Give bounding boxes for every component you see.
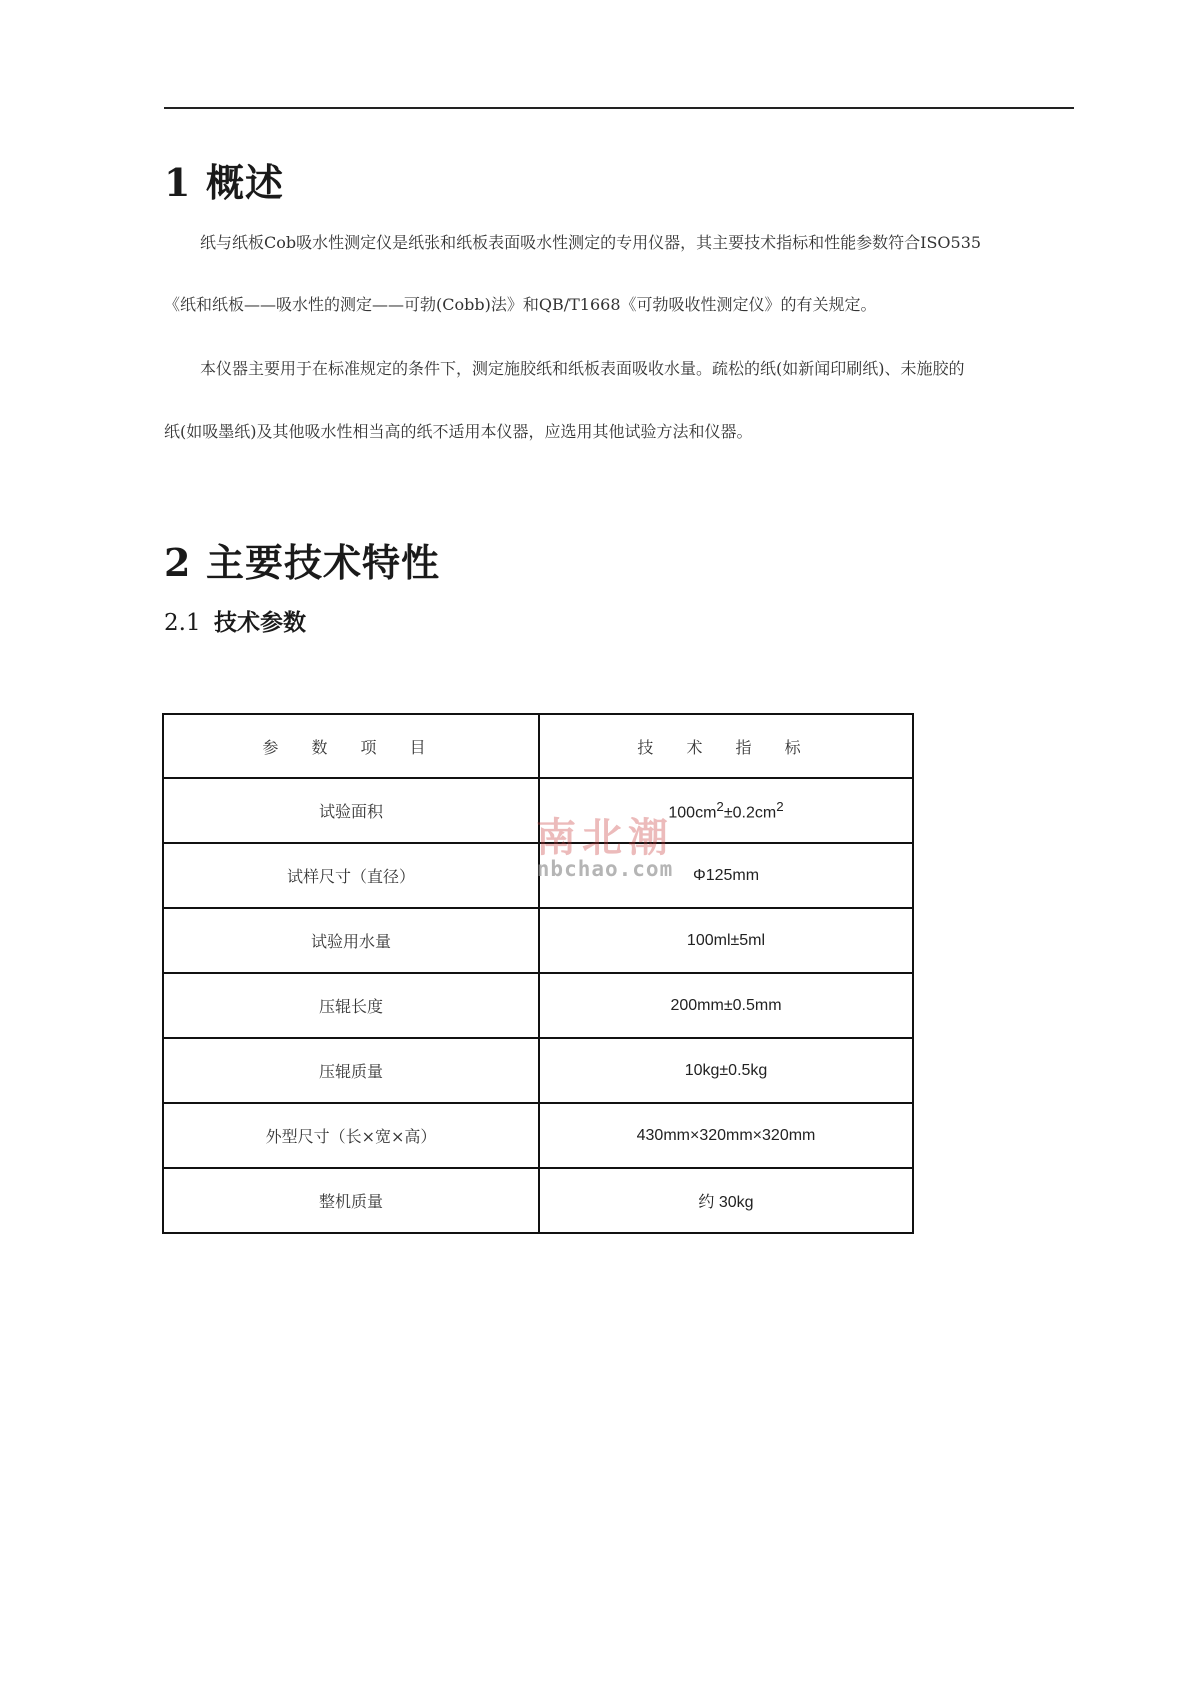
param-cell: 试样尺寸（直径） xyxy=(163,843,539,908)
param-cell: 试验用水量 xyxy=(163,908,539,973)
section-1-paragraph-2-line-2: 纸(如吸墨纸)及其他吸水性相当高的纸不适用本仪器，应选用其他试验方法和仪器。 xyxy=(164,422,753,441)
value-cell: 100ml±5ml xyxy=(539,908,913,973)
value-superscript: 2 xyxy=(716,798,724,814)
section-1-title: 概述 xyxy=(206,160,285,205)
table-row xyxy=(163,1038,913,1103)
technical-parameters-table xyxy=(162,713,914,1234)
value-tolerance: ±0.2cm xyxy=(723,804,777,822)
section-1-heading xyxy=(164,152,284,207)
header-value: 技 术 指 标 xyxy=(539,714,913,778)
table-row xyxy=(163,1168,913,1233)
param-cell: 压辊质量 xyxy=(163,1038,539,1103)
table-row xyxy=(163,778,913,843)
section-2-heading xyxy=(164,532,440,587)
param-cell: 压辊长度 xyxy=(163,973,539,1038)
value-cell: 10kg±0.5kg xyxy=(539,1038,913,1103)
value-cell: 430mm×320mm×320mm xyxy=(539,1103,913,1168)
watermark-chinese: 南北潮 xyxy=(536,814,674,861)
table-row xyxy=(163,908,913,973)
section-1-paragraph-1-line-2: 《纸和纸板——吸水性的测定——可勃(Cobb)法》和QB/T1668《可勃吸收性测定仪》的有关规定。 xyxy=(164,295,877,314)
value-cell: Φ125mm xyxy=(539,843,913,908)
subsection-2-1-heading xyxy=(164,604,306,637)
value-superscript: 2 xyxy=(776,798,784,814)
section-2-title: 主要技术特性 xyxy=(206,540,441,585)
header-param: 参 数 项 目 xyxy=(163,714,539,778)
section-1-number: 1 xyxy=(164,160,192,205)
param-cell: 试验面积 xyxy=(163,778,539,843)
value-cell xyxy=(539,778,913,843)
watermark-domain: nbchao.com xyxy=(536,857,674,881)
table-row xyxy=(163,843,913,908)
table-row xyxy=(163,973,913,1038)
param-cell: 外型尺寸（长×宽×高） xyxy=(163,1103,539,1168)
table-row xyxy=(163,1103,913,1168)
table-header-row xyxy=(163,714,913,778)
value-cell: 200mm±0.5mm xyxy=(539,973,913,1038)
section-1-paragraph-2-line-1: 本仪器主要用于在标准规定的条件下，测定施胶纸和纸板表面吸收水量。疏松的纸(如新闻印刷纸)、未施胶的 xyxy=(200,359,965,378)
value-cell: 约 30kg xyxy=(539,1168,913,1233)
param-cell: 整机质量 xyxy=(163,1168,539,1233)
section-2-number: 2 xyxy=(164,540,192,585)
value-main: 100cm xyxy=(668,804,717,822)
section-1-paragraph-1-line-1: 纸与纸板Cob吸水性测定仪是纸张和纸板表面吸水性测定的专用仪器，其主要技术指标和性能参数符合ISO535 xyxy=(200,233,982,252)
subsection-2-1-title: 技术参数 xyxy=(214,609,306,636)
header-rule xyxy=(164,107,1074,109)
subsection-2-1-number: 2.1 xyxy=(164,610,201,636)
